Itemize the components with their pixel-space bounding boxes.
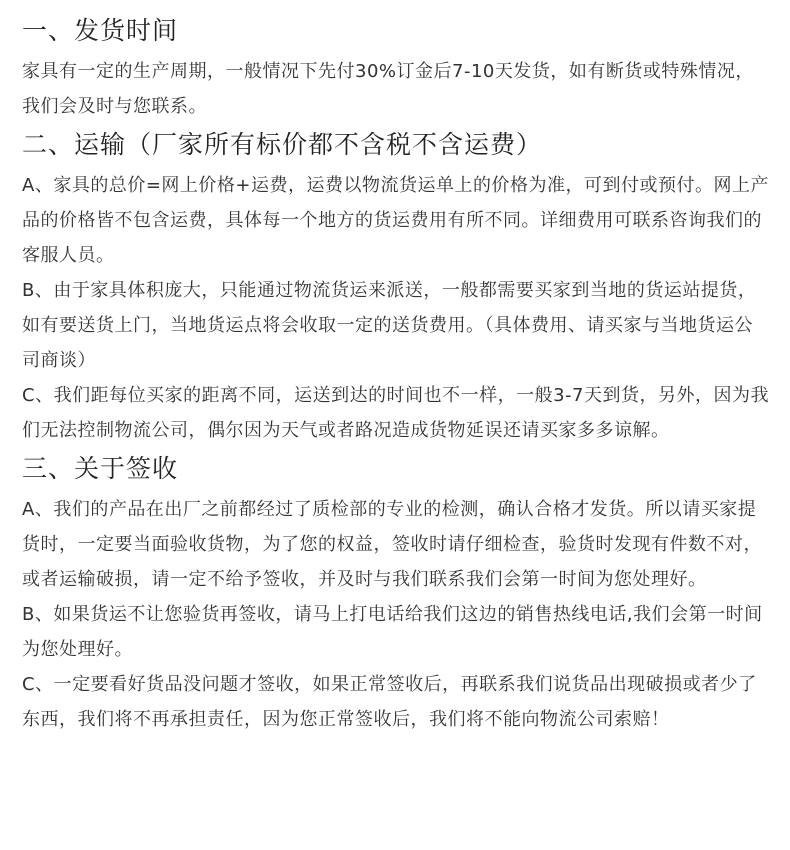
transport-paragraph-b: B、由于家具体积庞大，只能通过物流货运来派送，一般都需要买家到当地的货运站提货，如有要送货上门，当地货运点将会收取一定的送货费用。（具体费用、请买家与当地货运公司商谈） bbox=[22, 280, 757, 371]
signing-paragraph-a: A、我们的产品在出厂之前都经过了质检部的专业的检测，确认合格才发货。所以请买家提货时，一定要当面验收货物，为了您的权益，签收时请仔细检查，验货时发现有件数不对，或者运输破损，请一定不给予签收，并及时与我们联系我们会第一时间为您处理好。 bbox=[22, 499, 762, 590]
shipping-time-paragraph: 家具有一定的生产周期，一般情况下先付30%订金后7-10天发货，如有断货或特殊情况，我们会及时与您联系。 bbox=[22, 61, 754, 117]
transport-paragraph-a: A、家具的总价=网上价格+运费，运费以物流货运单上的价格为准，可到付或预付。网上产品的价格皆不包含运费，具体每一个地方的货运费用有所不同。详细费用可联系咨询我们的客服人员。 bbox=[22, 175, 769, 266]
signing-paragraph-c: C、一定要看好货品没问题才签收，如果正常签收后，再联系我们说货品出现破损或者少了东西，我们将不再承担责任，因为您正常签收后，我们将不能向物流公司索赔！ bbox=[22, 674, 757, 730]
transport-paragraph-c: C、我们距每位买家的距离不同，运送到达的时间也不一样，一般3-7天到货，另外，因为我们无法控制物流公司，偶尔因为天气或者路况造成货物延误还请买家多多谅解。 bbox=[22, 385, 769, 441]
policy-document bbox=[22, 12, 770, 737]
section-title-transport: 二、运输（厂家所有标价都不含税不含运费） bbox=[22, 130, 543, 159]
section-title-shipping-time: 一、发货时间 bbox=[22, 16, 179, 45]
section-title-signing: 三、关于签收 bbox=[22, 454, 179, 483]
signing-paragraph-b: B、如果货运不让您验货再签收，请马上打电话给我们这边的销售热线电话,我们会第一时间为您处理好。 bbox=[22, 604, 763, 660]
